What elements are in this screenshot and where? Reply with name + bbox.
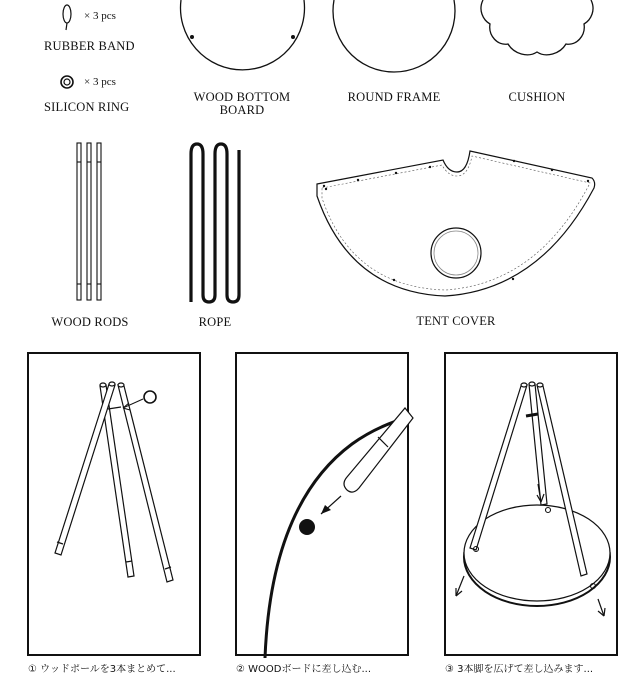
step-2-panel bbox=[235, 352, 409, 656]
step-2-text: WOODボードに差し込む... bbox=[248, 664, 372, 675]
step-2-illustration bbox=[237, 354, 411, 658]
step-3-caption bbox=[445, 664, 619, 676]
wood-rods-label: WOOD RODS bbox=[51, 315, 129, 329]
step-3-number: ③ bbox=[445, 664, 454, 675]
silicon-ring-icon bbox=[61, 76, 73, 88]
rope-label: ROPE bbox=[198, 315, 232, 329]
cushion-drawing bbox=[481, 0, 593, 55]
wood-bottom-board-label-line1: WOOD BOTTOM bbox=[193, 90, 291, 104]
silicon-ring-icon bbox=[144, 391, 156, 403]
cushion-label: CUSHION bbox=[508, 90, 566, 104]
rubber-band-qty: × 3 pcs bbox=[84, 10, 116, 22]
step-2-caption bbox=[236, 664, 410, 676]
tent-cover-drawing bbox=[317, 151, 595, 296]
wood-bottom-board-drawing bbox=[181, 0, 305, 70]
wood-bottom-board-label-line2: BOARD bbox=[219, 103, 265, 117]
step-1-text: ウッドポールを3本まとめて... bbox=[40, 664, 176, 675]
step-1-caption bbox=[28, 664, 202, 676]
step-1-panel bbox=[27, 352, 201, 656]
step-1-illustration bbox=[29, 354, 203, 658]
tent-cover-label: TENT COVER bbox=[416, 314, 496, 328]
step-1-number: ① bbox=[28, 664, 37, 675]
rubber-band-icon bbox=[63, 5, 71, 30]
rope-drawing bbox=[191, 144, 239, 302]
step-3-illustration bbox=[446, 354, 620, 658]
round-frame-drawing bbox=[333, 0, 455, 72]
wood-rod bbox=[55, 384, 115, 555]
silicon-ring-qty: × 3 pcs bbox=[84, 76, 116, 88]
hole-marker bbox=[299, 519, 315, 535]
step-3-text: 3本脚を広げて差し込みます... bbox=[457, 664, 594, 675]
silicon-ring-label: SILICON RING bbox=[44, 100, 130, 114]
wood-bottom-board-label bbox=[180, 91, 304, 117]
step-3-panel bbox=[444, 352, 618, 656]
wood-rods-drawing bbox=[77, 143, 101, 300]
step-2-number: ② bbox=[236, 664, 245, 675]
rubber-band-label: RUBBER BAND bbox=[44, 39, 135, 53]
round-frame-label: ROUND FRAME bbox=[347, 90, 441, 104]
